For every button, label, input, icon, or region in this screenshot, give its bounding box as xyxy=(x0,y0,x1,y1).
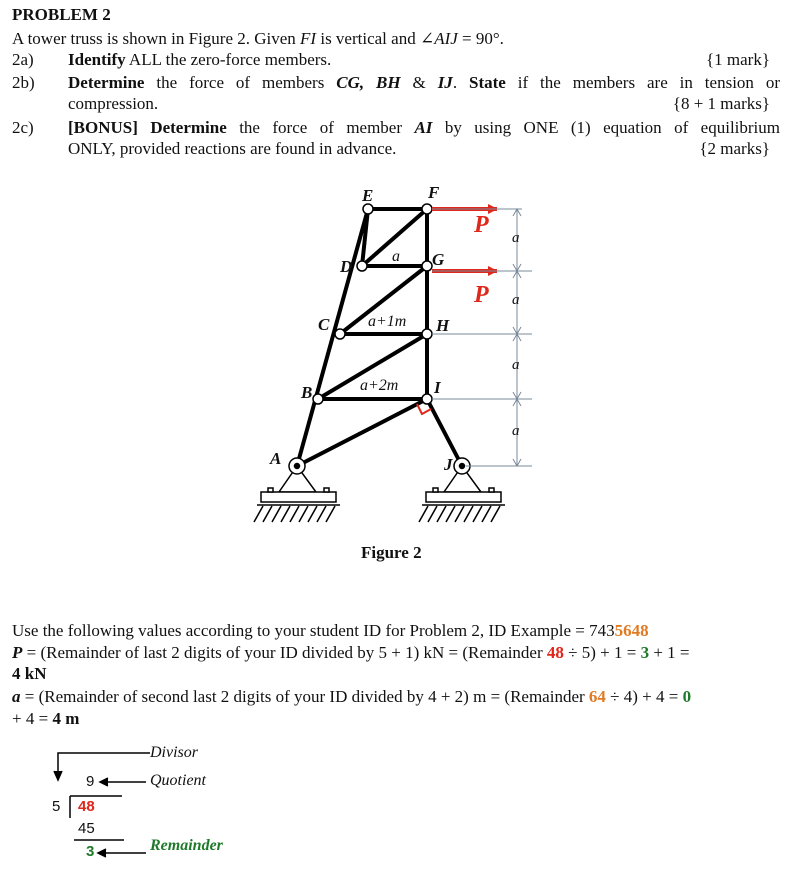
joint-c xyxy=(335,329,345,339)
member-ai xyxy=(297,399,427,466)
part-2a-num: 2a) xyxy=(12,50,34,69)
values-a-line: a = (Remainder of second last 2 digits of your ID divided by 4 + 2) m = (Remainder 64 ÷ 4) + 4 = 0 xyxy=(12,687,692,706)
label-remainder: Remainder xyxy=(150,837,223,854)
label-width-ch: a+1m xyxy=(368,313,407,330)
dim-label-a2: a xyxy=(512,292,520,308)
label-d: D xyxy=(340,257,353,276)
joint-g xyxy=(422,261,432,271)
ground-hatch-j xyxy=(419,506,500,522)
label-width-bi: a+2m xyxy=(360,377,399,394)
values-a-result-line: + 4 = 4 m xyxy=(12,709,80,728)
part-2b-text: Determine the force of members CG, BH & IJ. State if the members are in tension or xyxy=(68,73,780,92)
label-c: C xyxy=(318,315,330,334)
truss-members xyxy=(297,209,462,466)
problem-intro: A tower truss is shown in Figure 2. Given FI is vertical and ∠AIJ = 90°. xyxy=(12,29,504,48)
part-2a-marks: {1 mark} xyxy=(706,50,770,69)
figure-caption: Figure 2 xyxy=(361,543,422,562)
label-h: H xyxy=(436,316,450,335)
dim-label-a1: a xyxy=(512,230,520,246)
label-g: G xyxy=(432,250,445,269)
joint-b xyxy=(313,394,323,404)
part-2b-marks: {8 + 1 marks} xyxy=(672,94,770,113)
ground-hatch-a xyxy=(254,506,335,522)
label-quotient: Quotient xyxy=(150,772,206,789)
label-width-dg: a xyxy=(392,248,400,265)
joint-d xyxy=(357,261,367,271)
division-quotient: 9 xyxy=(86,773,95,790)
dim-label-a3: a xyxy=(512,357,520,373)
truss-joints xyxy=(313,204,432,404)
part-2b-line2: compression. xyxy=(68,94,159,113)
division-divisor: 5 xyxy=(52,798,61,815)
support-j xyxy=(422,458,505,505)
joint-i xyxy=(422,394,432,404)
label-load-p1: P xyxy=(474,212,489,238)
values-p-result: 4 kN xyxy=(12,664,47,683)
dim-label-a4: a xyxy=(512,423,520,439)
part-2b-num: 2b) xyxy=(12,73,35,92)
label-e: E xyxy=(362,186,374,205)
part-2a-text: Identify ALL the zero-force members. xyxy=(68,50,332,69)
label-j: J xyxy=(444,455,453,474)
problem-title: PROBLEM 2 xyxy=(12,5,111,24)
part-2c-line2: ONLY, provided reactions are found in advance. xyxy=(68,139,397,158)
label-divisor: Divisor xyxy=(150,744,198,761)
label-load-p2: P xyxy=(474,282,489,308)
part-2c-num: 2c) xyxy=(12,118,34,137)
division-product: 45 xyxy=(78,820,95,837)
values-intro: Use the following values according to your student ID for Problem 2, ID Example = 7435648 xyxy=(12,621,649,640)
part-2c-marks: {2 marks} xyxy=(699,139,770,158)
joint-f xyxy=(422,204,432,214)
division-remainder: 3 xyxy=(86,843,95,860)
part-2c-text: [BONUS] Determine the force of member AI by using ONE (1) equation of equilibrium xyxy=(68,118,781,137)
member-ea xyxy=(297,209,368,466)
label-a: A xyxy=(270,449,282,468)
label-b: B xyxy=(301,383,313,402)
division-dividend: 48 xyxy=(78,798,95,815)
values-p-line: P = (Remainder of last 2 digits of your ID divided by 5 + 1) kN = (Remainder 48 ÷ 5) + 1 = 3 + 1 = xyxy=(12,643,690,662)
label-i: I xyxy=(434,378,441,397)
joint-h xyxy=(422,329,432,339)
label-f: F xyxy=(428,183,440,202)
